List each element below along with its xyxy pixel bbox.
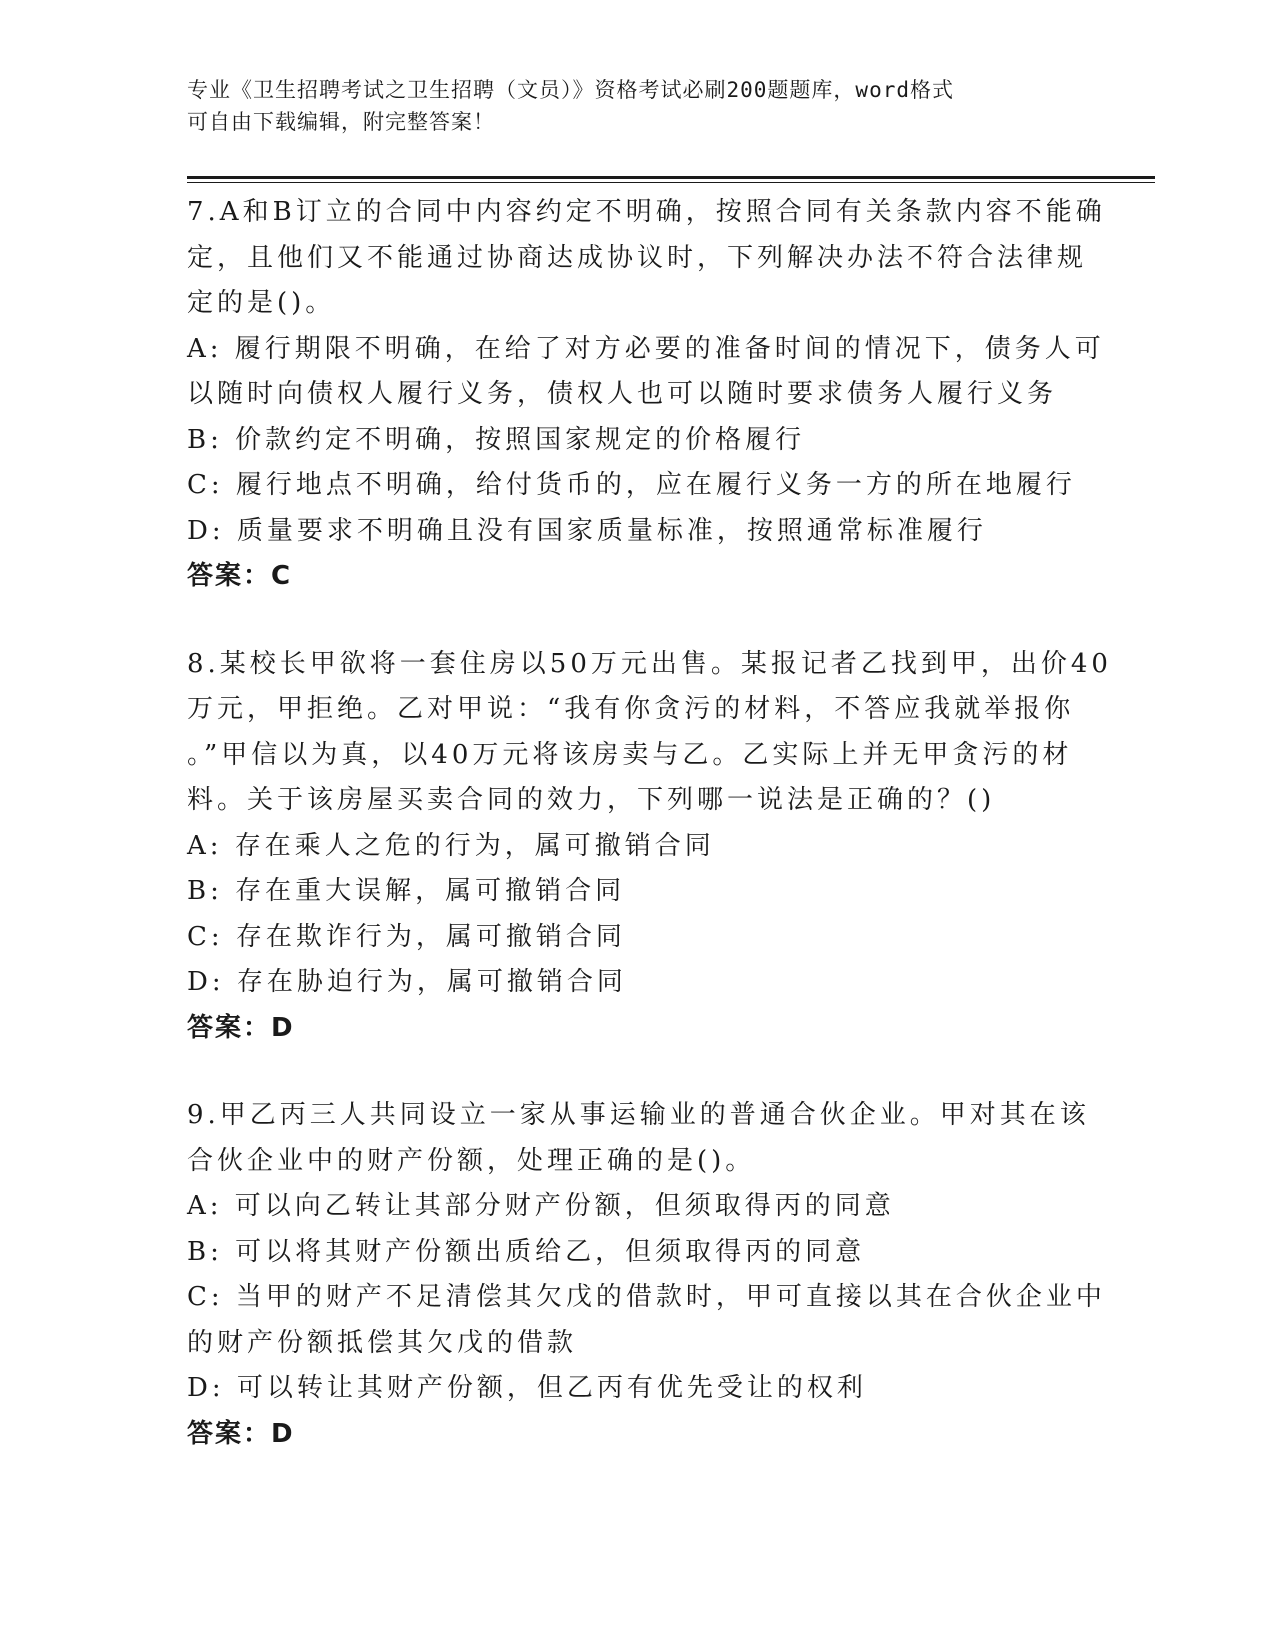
option-a: A: 可以向乙转让其部分财产份额，但须取得丙的同意 [187,1191,895,1221]
question-stem-line: 料。关于该房屋买卖合同的效力，下列哪一说法是正确的？() [187,785,996,815]
header-divider-thick [187,176,1155,179]
header-line-2: 可自由下载编辑，附完整答案！ [187,110,495,134]
option-b: B: 可以将其财产份额出质给乙，但须取得丙的同意 [187,1236,866,1267]
option-b: B: 价款约定不明确，按照国家规定的价格履行 [187,424,806,455]
header-divider-thin [187,182,1155,183]
document-header [187,74,1087,138]
option-a: A: 履行期限不明确，在给了对方必要的准备时间的情况下，债务人可 [187,333,1105,364]
option-d: D: 存在胁迫行为，属可撤销合同 [187,967,627,997]
option-d: D: 质量要求不明确且没有国家质量标准，按照通常标准履行 [187,515,987,546]
header-line-1: 专业《卫生招聘考试之卫生招聘（文员）》资格考试必刷200题题库，word格式 [187,78,954,102]
question-stem-line: 。”甲信以为真，以40万元将该房卖与乙。乙实际上并无甲贪污的材 [187,739,1073,770]
question-stem-line: 合伙企业中的财产份额，处理正确的是()。 [187,1145,756,1176]
question-7 [187,190,1106,600]
question-stem-line: 7.A和B订立的合同中内容约定不明确，按照合同有关条款内容不能确 [187,197,1106,227]
question-8 [187,642,1112,1052]
option-c: C: 当甲的财产不足清偿其欠戊的借款时，甲可直接以其在合伙企业中 [187,1282,1106,1312]
question-stem-line: 9.甲乙丙三人共同设立一家从事运输业的普通合伙企业。甲对其在该 [187,1100,1090,1130]
question-stem-line: 定的是()。 [187,288,336,318]
option-c: C: 存在欺诈行为，属可撤销合同 [187,921,626,952]
option-a: A: 存在乘人之危的行为，属可撤销合同 [187,830,715,861]
option-a-continued: 以随时向债权人履行义务，债权人也可以随时要求债务人履行义务 [187,379,1058,409]
answer-label: 答案：D [187,1418,295,1449]
option-c-continued: 的财产份额抵偿其欠戊的借款 [187,1327,578,1358]
question-stem-line: 定，且他们又不能通过协商达成协议时，下列解决办法不符合法律规 [187,242,1088,273]
option-b: B: 存在重大误解，属可撤销合同 [187,876,626,906]
answer-label: 答案：C [187,561,293,591]
option-c: C: 履行地点不明确，给付货币的，应在履行义务一方的所在地履行 [187,470,1076,500]
question-stem-line: 8.某校长甲欲将一套住房以50万元出售。某报记者乙找到甲，出价40 [187,648,1112,679]
question-9 [187,1093,1106,1457]
answer-label: 答案：D [187,1012,295,1043]
option-d: D: 可以转让其财产份额，但乙丙有优先受让的权利 [187,1373,867,1403]
question-stem-line: 万元，甲拒绝。乙对甲说：“我有你贪污的材料，不答应我就举报你 [187,694,1075,724]
question-list [187,190,1112,1499]
